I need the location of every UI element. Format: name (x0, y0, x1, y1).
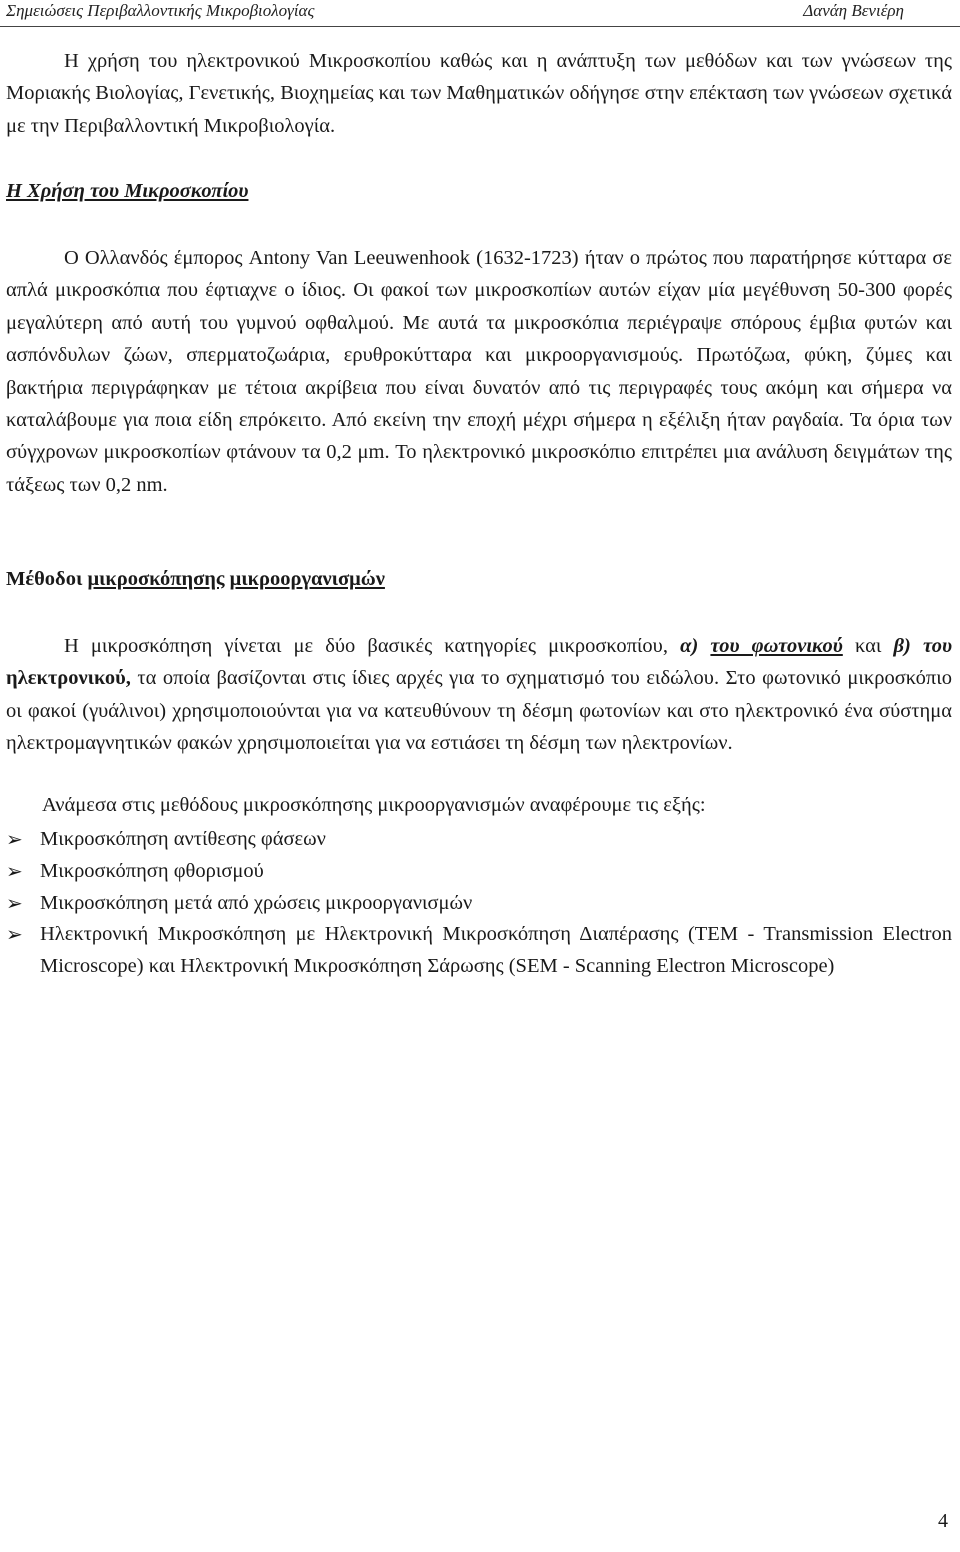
section2-paragraph (6, 630, 952, 760)
arrowhead-bullet-icon: ➢ (6, 858, 23, 883)
list-item-text: Μικροσκόπηση φθορισμού (40, 859, 264, 882)
label-a: α) (680, 635, 699, 657)
methods-list (6, 824, 952, 983)
list-item (6, 856, 952, 888)
label-b: β) (893, 635, 911, 657)
list-item (6, 824, 952, 856)
list-item-text: Μικροσκόπηση αντίθεσης φάσεων (40, 828, 326, 850)
term-electron-article: του (922, 635, 953, 657)
section-heading-microscopy-methods (6, 568, 385, 591)
header-author: Δανάη Βενιέρη (803, 1, 904, 20)
header-document-title: Σημειώσεις Περιβαλλοντικής Μικροβιολογίας (6, 1, 315, 20)
heading-word-1: Μέθοδοι (6, 568, 83, 590)
list-item (6, 888, 952, 920)
arrowhead-bullet-icon: ➢ (6, 827, 23, 851)
intro-paragraph: Η χρήση του ηλεκτρονικού Μικροσκοπίου καθώς και η ανάπτυξη των μεθόδων και των γνώσεων της Μοριακής Βιολογίας, Γενετικής, Βιοχημείας και των Μαθηματικών οδήγησε στην επέκταση των γνώσεων σχετικά με την Περιβαλλοντική Μικροβιολογία. (6, 50, 952, 137)
arrowhead-bullet-icon: ➢ (6, 922, 23, 947)
list-item (6, 919, 952, 983)
section-heading-microscope-use: Η Χρήση του Μικροσκοπίου (6, 180, 249, 202)
section1-paragraph: Ο Ολλανδός έμπορος Antony Van Leeuwenhook (1632-1723) ήταν ο πρώτος που παρατήρησε κύτταρα σε απλά μικροσκόπια που έφτιαχνε ο ίδιος. Οι φακοί των μικροσκοπίων αυτών είχαν μία μεγέθυνση 50-300 φορές μεγαλύτερη από αυτή του γυμνού οφθαλμού. Με αυτά τα μικροσκόπια περιέγραψε σπόρους έμβια φυτών και ασπόνδυλων ζώων, σπερματοζωάρια, ερυθροκύτταρα και μικροοργανισμούς. Πρωτόζωα, φύκη, ζύμες και βακτήρια περιγράφηκαν με τέτοια ακρίβεια που είναι δυνατόν από τις περιγραφές τους ακόμη και σήμερα να καταλάβουμε για ποια είδη επρόκειτο. Από εκείνη την εποχή μέχρι σήμερα η εξέλιξη ήταν ραγδαία. Τα όρια των σύγχρονων μικροσκοπίων φτάνουν τα 0,2 μm. Το ηλεκτρονικό μικροσκόπιο επιτρέπει μια ανάλυση δειγμάτων της τάξεως των 0,2 nm. (6, 247, 952, 496)
list-item-text: Μικροσκόπηση μετά από χρώσεις μικροοργανισμών (40, 891, 473, 914)
term-electron: ηλεκτρονικού, (6, 667, 131, 690)
heading-word-3: μικροοργανισμών (229, 568, 385, 590)
page-header (0, 0, 960, 27)
para-start: Η μικροσκόπηση γίνεται με δύο βασικές κατηγορίες μικροσκοπίου, (64, 635, 668, 657)
list-item-text: Ηλεκτρονική Μικροσκόπηση με Ηλεκτρονική Μικροσκόπηση Διαπέρασης (TEM - Transmission Electron Microscope) και Ηλεκτρονική Μικροσκόπηση Σάρωσης (SEM - Scanning Electron Microscope) (40, 923, 952, 978)
para-rest: τα οποία βασίζονται στις ίδιες αρχές για το σχηματισμό του ειδώλου. Στο φωτονικό μικροσκόπιο οι φακοί (γυάλινοι) χρησιμοποιούνται για να κατευθύνουν τη δέσμη φωτονίων και στο ηλεκτρονικό ένα σύστημα ηλεκτρομαγνητικών φακών χρησιμοποιείται για να εστιάσει τη δέσμη των ηλεκτρονίων. (6, 667, 953, 755)
para-and: και (854, 635, 882, 657)
arrowhead-bullet-icon: ➢ (6, 890, 23, 915)
term-photonic: του φωτονικού (710, 635, 843, 657)
page-number: 4 (938, 1510, 948, 1532)
heading-word-2: μικροσκόπησης (87, 568, 225, 590)
methods-list-intro: Ανάμεσα στις μεθόδους μικροσκόπησης μικροοργανισμών αναφέρουμε τις εξής: (42, 794, 706, 816)
